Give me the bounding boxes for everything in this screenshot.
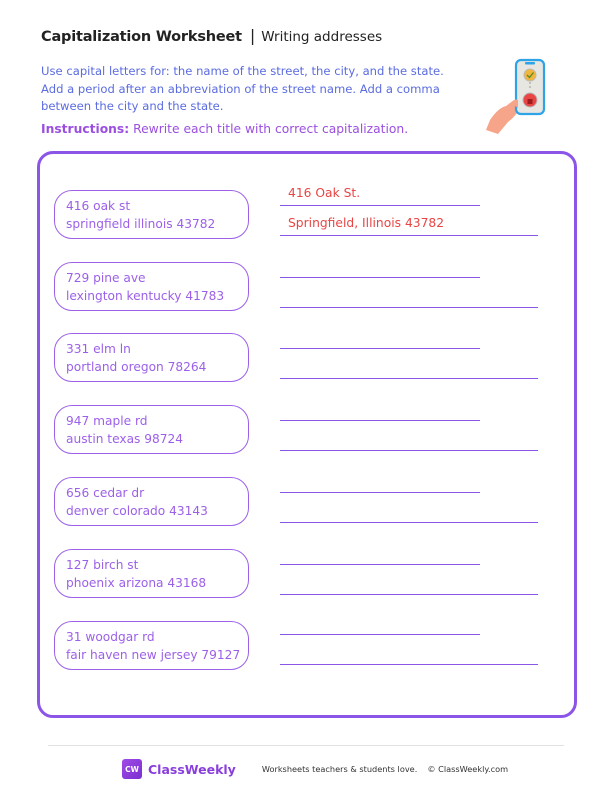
address-city-state: phoenix arizona 43168 [66, 576, 207, 590]
page-title: Capitalization Worksheet [41, 29, 242, 45]
address-street: 31 woodgar rd [66, 630, 155, 644]
exercise-row [0, 549, 612, 609]
address-city-state: austin texas 98724 [66, 432, 184, 446]
instructions-text: Rewrite each title with correct capitalization. [129, 122, 409, 136]
address-prompt [54, 405, 249, 454]
answer-line2[interactable] [280, 378, 538, 379]
instructions [41, 122, 408, 136]
brand-name: ClassWeekly [148, 761, 236, 777]
address-prompt [54, 333, 249, 382]
hand-holding-phone-map-route-icon [484, 56, 554, 136]
exercise-row [0, 405, 612, 465]
address-street: 656 cedar dr [66, 486, 145, 500]
address-city-state: springfield illinois 43782 [66, 217, 216, 231]
title-separator: | [249, 26, 256, 45]
answer-line1[interactable] [280, 277, 480, 278]
exercise-row [0, 262, 612, 322]
address-city-state: lexington kentucky 41783 [66, 289, 225, 303]
answer-line1[interactable] [280, 420, 480, 421]
footer-tagline: Worksheets teachers & students love. [261, 764, 418, 774]
exercise-row [0, 186, 612, 250]
address-prompt [54, 477, 249, 526]
answer-line1[interactable] [280, 205, 480, 206]
page-subtitle: Writing addresses [261, 29, 383, 45]
answer-line1[interactable] [280, 564, 480, 565]
answer-line1[interactable] [280, 348, 480, 349]
address-street: 947 maple rd [66, 414, 148, 428]
address-city-state: denver colorado 43143 [66, 504, 208, 518]
address-prompt [54, 190, 249, 239]
worksheet-header [41, 26, 382, 45]
address-city-state: fair haven new jersey 79127 [66, 648, 241, 662]
address-city-state: portland oregon 78264 [66, 360, 207, 374]
exercise-row [0, 621, 612, 681]
address-prompt [54, 549, 249, 598]
answer-line1-text: 416 Oak St. [288, 186, 361, 200]
answer-line2[interactable] [280, 307, 538, 308]
answer-line2[interactable] [280, 594, 538, 595]
footer [122, 759, 508, 779]
answer-line2[interactable] [280, 522, 538, 523]
answer-line1[interactable] [280, 492, 480, 493]
exercise-row [0, 477, 612, 537]
answer-line2[interactable] [280, 664, 538, 665]
address-street: 416 oak st [66, 199, 131, 213]
answer-line1[interactable] [280, 634, 480, 635]
footer-divider [48, 745, 564, 746]
footer-copyright: © ClassWeekly.com [427, 764, 509, 774]
address-street: 729 pine ave [66, 271, 146, 285]
address-prompt [54, 262, 249, 311]
intro-text: Use capital letters for: the name of the street, the city, and the state. Add a period after an abbreviation of the street name. Add a comma between the city and the state. [41, 64, 444, 113]
exercise-row [0, 333, 612, 393]
instructions-label: Instructions: [41, 122, 130, 136]
address-street: 331 elm ln [66, 342, 131, 356]
classweekly-logo-icon: CW [122, 759, 142, 779]
answer-line2-text: Springfield, Illinois 43782 [288, 216, 445, 230]
address-street: 127 birch st [66, 558, 139, 572]
answer-line2[interactable] [280, 235, 538, 236]
answer-line2[interactable] [280, 450, 538, 451]
address-prompt [54, 621, 249, 670]
